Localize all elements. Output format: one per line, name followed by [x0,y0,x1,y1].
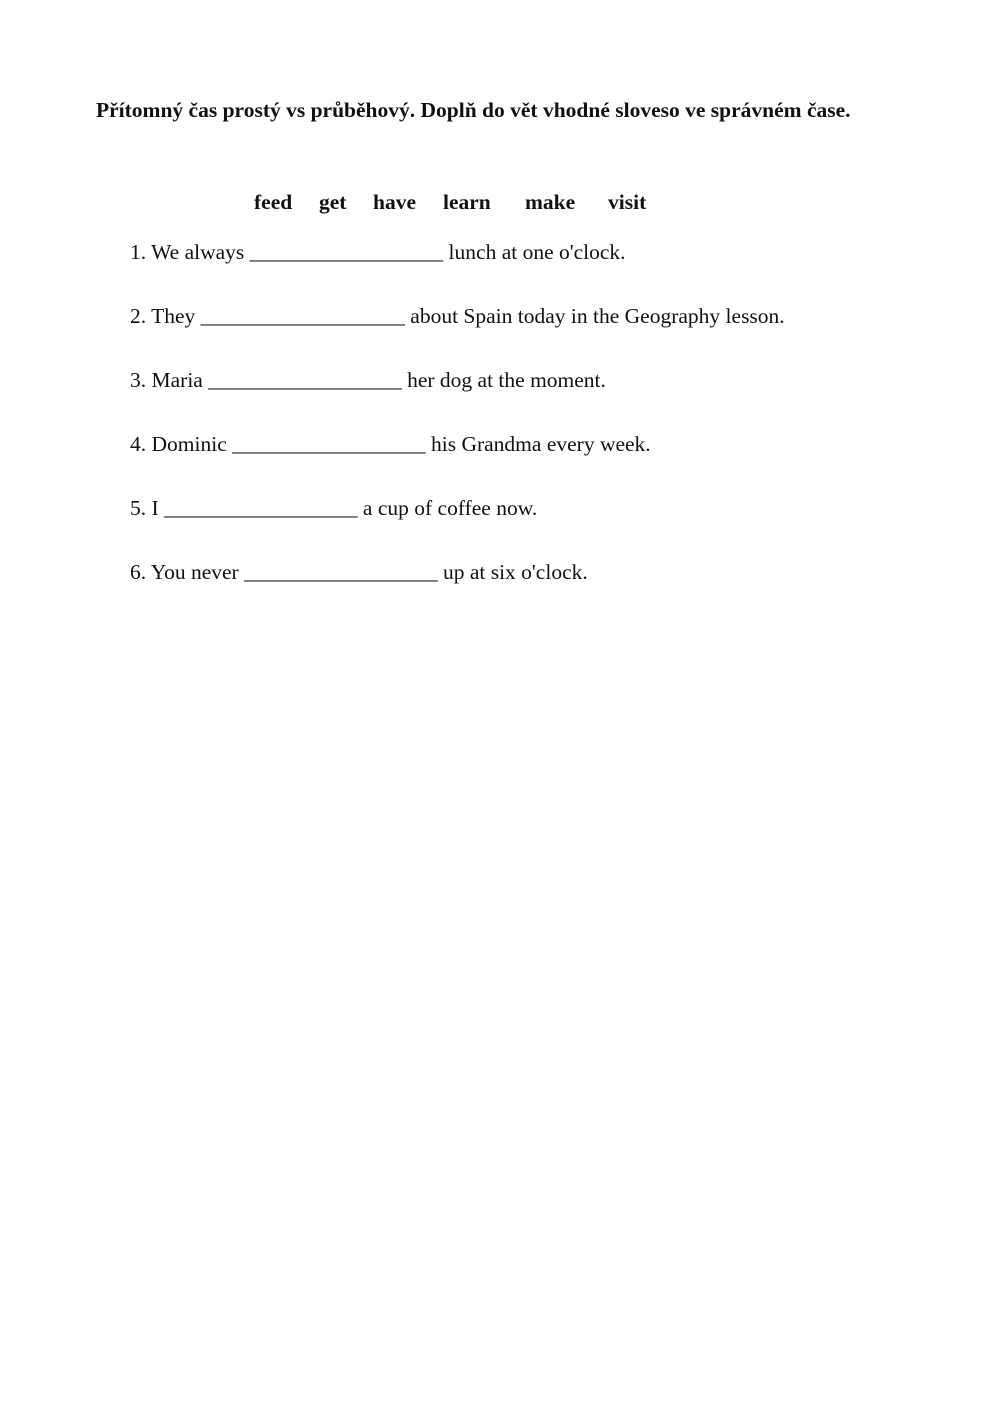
worksheet-instruction: Přítomný čas prostý vs průběhový. Doplň do vět vhodné sloveso ve správném čase. [96,98,851,122]
word-bank-item-have: have [373,190,416,214]
sentence-3: 3. Maria __________________ her dog at the moment. [130,368,606,392]
word-bank-item-feed: feed [254,190,293,214]
word-bank-item-visit: visit [608,190,647,214]
sentence-1: 1. We always __________________ lunch at one o'clock. [130,240,626,264]
word-bank-item-make: make [525,190,576,214]
sentence-2: 2. They ___________________ about Spain today in the Geography lesson. [130,304,785,328]
sentence-6: 6. You never __________________ up at six o'clock. [130,560,588,584]
sentence-5: 5. I __________________ a cup of coffee now. [130,496,538,520]
word-bank-item-get: get [319,190,347,214]
sentence-4: 4. Dominic __________________ his Grandma every week. [130,432,651,456]
word-bank-item-learn: learn [443,190,491,214]
